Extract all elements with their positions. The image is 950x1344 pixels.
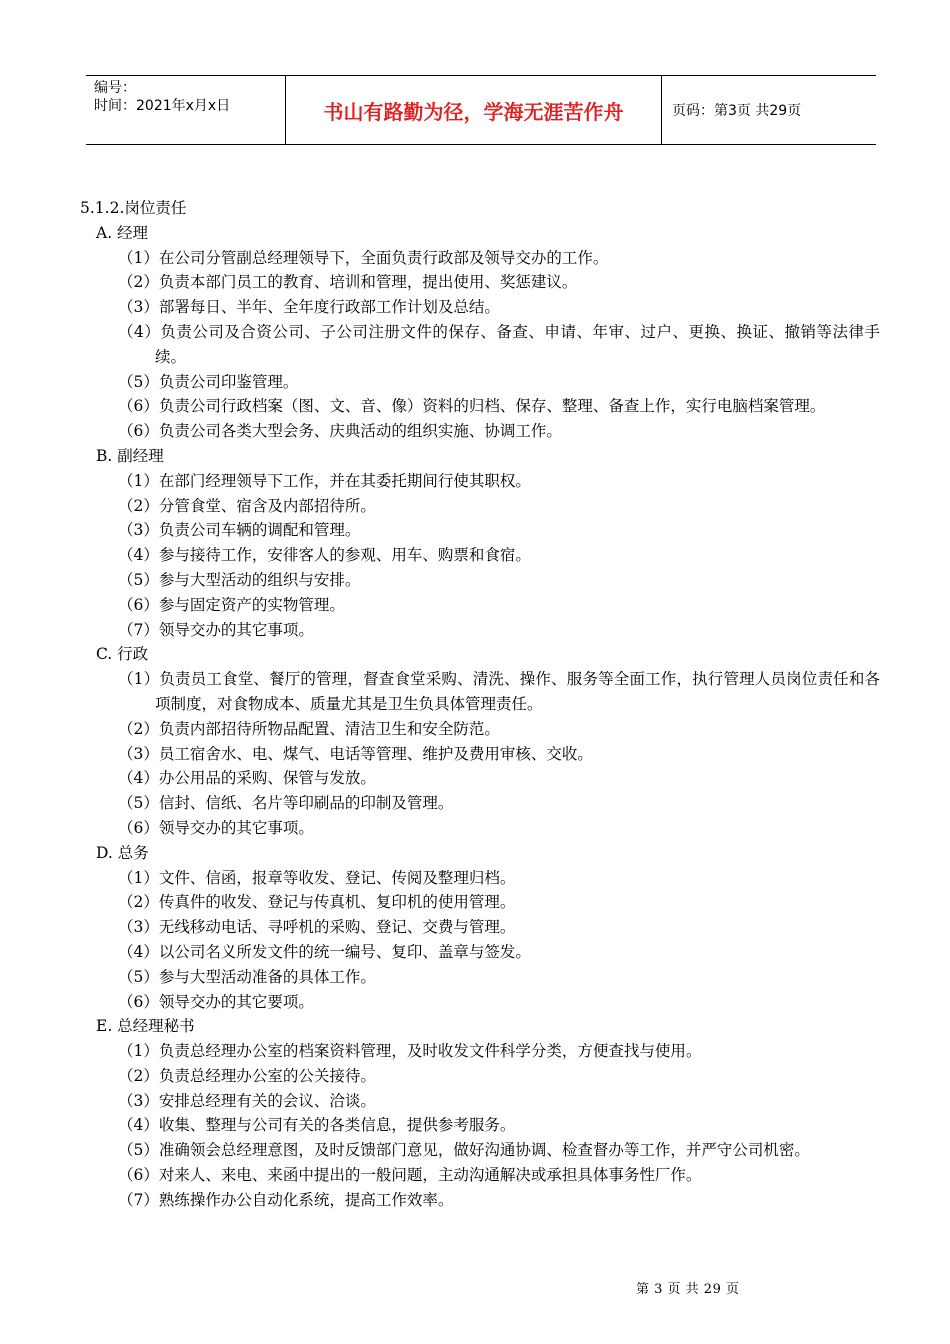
list-item: （3）安排总经理有关的会议、洽谈。 [118, 1091, 376, 1110]
list-item: （6）负责公司各类大型会务、庆典活动的组织实施、协调工作。 [118, 422, 562, 441]
list-item: （1）负责总经理办公室的档案资料管理，及时收发文件科学分类，方便查找与使用。 [118, 1042, 702, 1061]
list-item: （3）无线移动电话、寻呼机的采购、登记、交费与管理。 [118, 918, 516, 937]
document-time: 时间：2021年x月x日 [94, 98, 231, 114]
list-item: （6）领导交办的其它要项。 [118, 992, 314, 1011]
list-item: （6）对来人、来电、来函中提出的一般问题，主动沟通解决或承担具体事务性厂作。 [118, 1166, 702, 1185]
list-item: （5）准确领会总经理意图，及时反馈部门意见，做好沟通协调、检查督办等工作，并严守公司机密。 [118, 1141, 810, 1160]
document-body [80, 196, 880, 1213]
list-item: （6）参与固定资产的实物管理。 [118, 595, 345, 614]
group-heading: C. 行政 [96, 645, 149, 664]
responsibility-group [80, 1014, 880, 1212]
list-item: （2）负责内部招待所物品配置、清洁卫生和安全防范。 [118, 719, 500, 738]
document-number-label: 编号： [94, 80, 136, 96]
document-header [86, 75, 876, 145]
group-heading: E. 总经理秘书 [96, 1017, 195, 1036]
list-item: （2）负责本部门员工的教育、培训和管理，提出使用、奖惩建议。 [118, 273, 578, 292]
group-heading: D. 总务 [96, 843, 149, 862]
list-item: （4）参与接待工作，安徘客人的参观、用车、购票和食宿。 [118, 546, 531, 565]
list-item: （4）负责公司及合资公司、子公司注册文件的保存、备查、申请、年审、过户、更换、换证、撤销等法律手续。 [118, 322, 880, 366]
list-item: （1）文件、信函，报章等收发、登记、传阅及整理归档。 [118, 868, 516, 887]
list-item: （6）负责公司行政档案（图、文、音、像）资料的归档、保存、整理、备查上作，实行电脑档案管理。 [118, 397, 826, 416]
list-item: （7）熟练操作办公自动化系统，提高工作效率。 [118, 1190, 454, 1209]
responsibility-group [80, 221, 880, 444]
list-item: （2）负责总经理办公室的公关接待。 [118, 1066, 376, 1085]
responsibility-group [80, 444, 880, 642]
list-item: （2）分管食堂、宿含及内部招待所。 [118, 496, 376, 515]
list-item: （5）信封、信纸、名片等印刷品的印制及管理。 [118, 794, 454, 813]
page-footer: 第 3 页 共 29 页 [636, 1282, 740, 1297]
section-title: 5.1.2.岗位责任 [80, 199, 187, 217]
list-item: （1）在公司分管副总经理领导下，全面负责行政部及领导交办的工作。 [118, 248, 609, 267]
list-item: （3）负责公司车辆的调配和管理。 [118, 521, 361, 540]
responsibility-group [80, 642, 880, 840]
list-item: （1）负责员工食堂、餐厅的管理，督查食堂采购、清洗、操作、服务等全面工作，执行管理人员岗位责任和各项制度，对食物成本、质量尤其是卫生负具体管理责任。 [118, 670, 880, 713]
header-page-info: 页码：第3页 共29页 [672, 103, 802, 119]
list-item: （4）办公用品的采购、保管与发放。 [118, 769, 376, 788]
header-motto: 书山有路勤为径，学海无涯苦作舟 [286, 76, 662, 144]
responsibility-groups [80, 221, 880, 1213]
header-meta [86, 76, 286, 144]
list-item: （3）员工宿舍水、电、煤气、电话等管理、维护及费用审核、交收。 [118, 744, 593, 763]
list-item: （3）部署每日、半年、全年度行政部工作计划及总结。 [118, 298, 500, 317]
group-heading: B. 副经理 [96, 446, 164, 465]
responsibility-group [80, 841, 880, 1015]
list-item: （5）参与大型活动的组织与安排。 [118, 570, 361, 589]
list-item: （2）传真件的收发、登记与传真机、复印机的使用管理。 [118, 893, 516, 912]
list-item: （7）领导交办的其它事项。 [118, 620, 314, 639]
list-item: （4）以公司名义所发文件的统一编号、复印、盖章与签发。 [118, 942, 531, 961]
list-item: （5）参与大型活动准备的具体工作。 [118, 967, 376, 986]
list-item: （4）收集、整理与公司有关的各类信息，提供参考服务。 [118, 1116, 516, 1135]
group-heading: A. 经理 [96, 223, 149, 242]
list-item: （1）在部门经理领导下工作，并在其委托期间行使其职权。 [118, 471, 531, 490]
list-item: （6）领导交办的其它事项。 [118, 818, 314, 837]
list-item: （5）负责公司印鉴管理。 [118, 372, 299, 391]
